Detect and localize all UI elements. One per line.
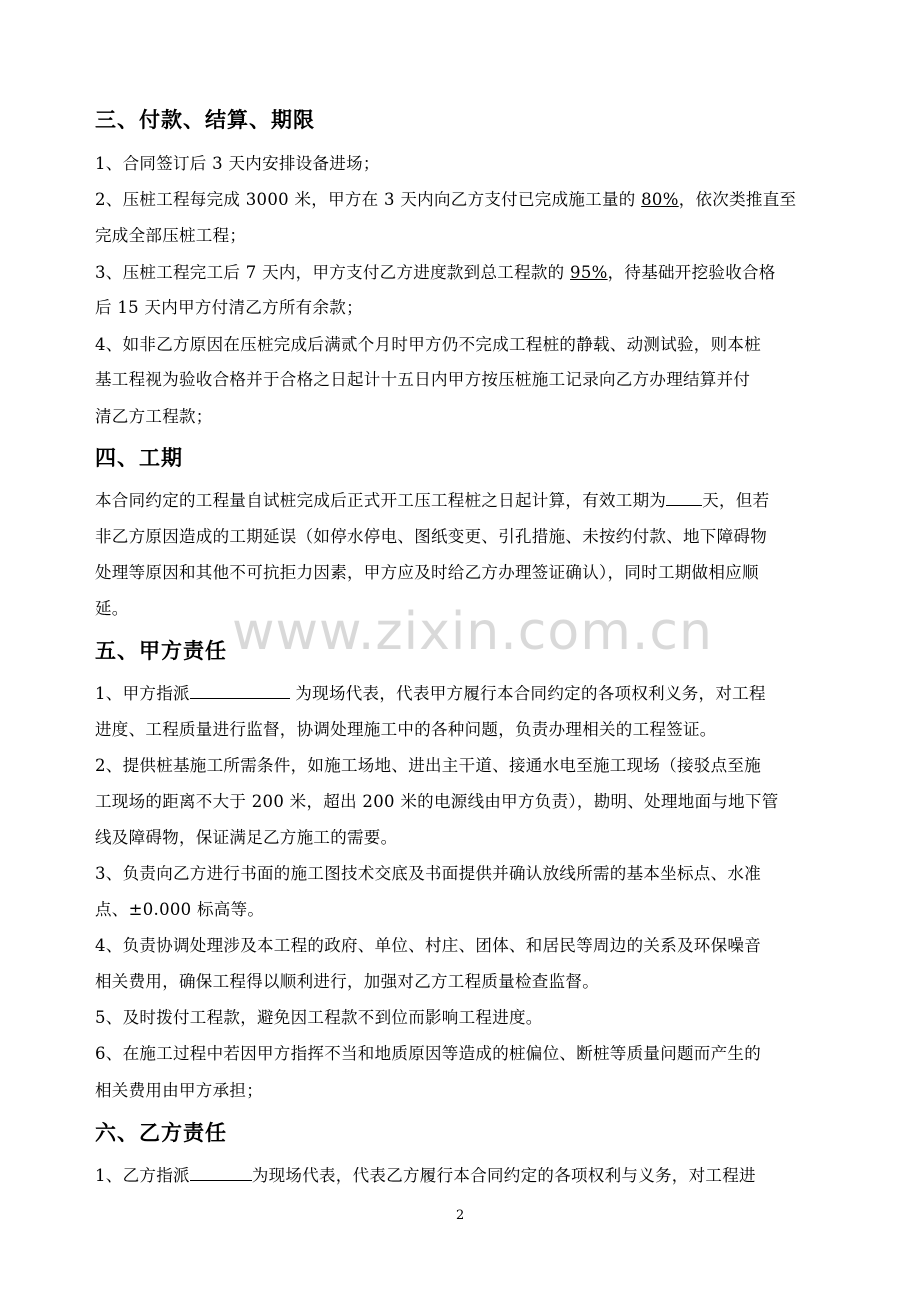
s3-clause-2-line-1: 2、压桩工程每完成 3000 米，甲方在 3 天内向乙方支付已完成施工量的 80%，依次类推直至 (95, 190, 797, 209)
section-3-heading: 三、付款、结算、期限 (95, 107, 315, 132)
s4-line-2: 非乙方原因造成的工期延误（如停水停电、图纸变更、引孔措施、未按约付款、地下障碍物 (95, 527, 767, 546)
s5-clause-5: 5、及时拨付工程款，避免因工程款不到位而影响工程进度。 (95, 1008, 543, 1027)
s3-clause-1: 1、合同签订后 3 天内安排设备进场； (95, 154, 380, 173)
s3-clause-4-line-2: 基工程视为验收合格并于合格之日起计十五日内甲方按压桩施工记录向乙方办理结算并付 (95, 370, 751, 389)
party-b-rep-blank (190, 1164, 252, 1181)
s3-clause-4-line-3: 清乙方工程款； (95, 407, 213, 426)
s5-clause-2-line-1: 2、提供桩基施工所需条件，如施工场地、进出主干道、接通水电至施工现场（接驳点至施 (95, 756, 761, 775)
s3-clause-4-line-1: 4、如非乙方原因在压桩完成后满贰个月时甲方仍不完成工程桩的静载、动测试验，则本桩 (95, 335, 761, 354)
watermark: www.zixin.com.cn (232, 602, 713, 662)
s5-clause-4-line-1: 4、负责协调处理涉及本工程的政府、单位、村庄、团体、和居民等周边的关系及环保噪音 (95, 936, 761, 955)
party-a-rep-blank (190, 682, 290, 699)
s5-clause-1-line-1: 1、甲方指派 为现场代表，代表甲方履行本合同约定的各项权利义务，对工程 (95, 684, 766, 703)
s4-line-3: 处理等原因和其他不可抗拒力因素，甲方应及时给乙方办理签证确认），同时工期做相应顺 (95, 563, 759, 582)
s6-clause-1-line-1: 1、乙方指派 为现场代表，代表乙方履行本合同约定的各项权利与义务，对工程进 (95, 1166, 756, 1185)
s5-clause-1-line-2: 进度、工程质量进行监督，协调处理施工中的各种问题，负责办理相关的工程签证。 (95, 720, 717, 739)
s4-line-1: 本合同约定的工程量自试桩完成后正式开工压工程桩之日起计算，有效工期为 天，但若 (95, 491, 770, 510)
s3-clause-3-line-1: 3、压桩工程完工后 7 天内，甲方支付乙方进度款到总工程款的 95%，待基础开挖验收合格 (95, 263, 776, 282)
s3-clause-2-percent: 80% (641, 190, 679, 209)
s3-clause-3-line-2: 后 15 天内甲方付清乙方所有余款； (95, 298, 363, 317)
s3-clause-2-line-2: 完成全部压桩工程； (95, 226, 247, 245)
s5-clause-4-line-2: 相关费用，确保工程得以顺利进行，加强对乙方工程质量检查监督。 (95, 972, 599, 991)
section-4-heading: 四、工期 (95, 445, 183, 470)
s5-clause-2-line-3: 线及障碍物，保证满足乙方施工的需要。 (95, 828, 398, 847)
section-6-heading: 六、乙方责任 (95, 1120, 227, 1145)
s5-clause-6-line-1: 6、在施工过程中若因甲方指挥不当和地质原因等造成的桩偏位、断桩等质量问题而产生的 (95, 1044, 761, 1063)
s5-clause-6-line-2: 相关费用由甲方承担； (95, 1081, 263, 1100)
page-number: 2 (456, 1208, 465, 1223)
duration-blank (666, 489, 702, 506)
s5-clause-3-line-1: 3、负责向乙方进行书面的施工图技术交底及书面提供并确认放线所需的基本坐标点、水准 (95, 864, 761, 883)
s5-clause-3-line-2: 点、±0.000 标高等。 (95, 900, 265, 919)
section-5-heading: 五、甲方责任 (95, 638, 227, 663)
s3-clause-3-percent: 95% (570, 263, 608, 282)
s5-clause-2-line-2: 工现场的距离不大于 200 米，超出 200 米的电源线由甲方负责），勘明、处理地面与地下管 (95, 792, 779, 811)
s4-line-4: 延。 (95, 599, 129, 618)
